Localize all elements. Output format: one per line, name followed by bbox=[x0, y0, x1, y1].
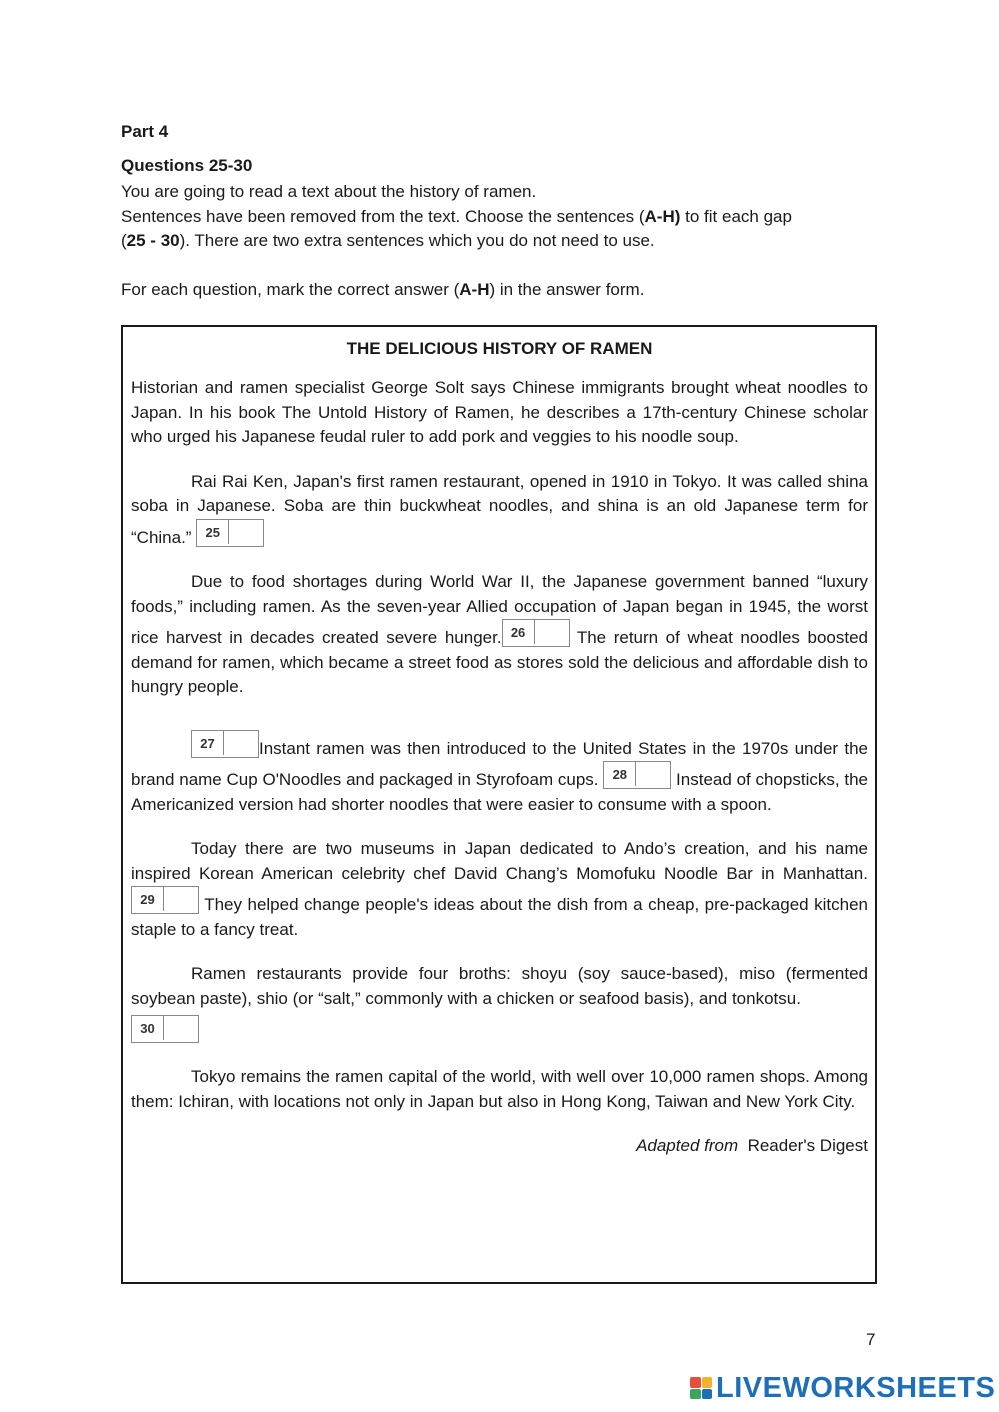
answer-box-30[interactable]: 30 bbox=[131, 1015, 199, 1043]
instruction-line-3: (25 - 30). There are two extra sentences which you do not need to use. bbox=[121, 231, 655, 250]
paragraph-6: Ramen restaurants provide four broths: shoyu (soy sauce-based), miso (fermented soybean paste), shio (or “salt,” commonly with a chicken or seafood basis), and tonkotsu. 30 bbox=[131, 962, 868, 1043]
brand-name: LIVEWORKSHEETS bbox=[716, 1371, 996, 1404]
page-number: 7 bbox=[866, 1330, 876, 1349]
answer-box-26[interactable]: 26 bbox=[502, 619, 570, 647]
paragraph-2: Rai Rai Ken, Japan's first ramen restaurant, opened in 1910 in Tokyo. It was called shina soba in Japanese. Soba are thin buckwheat noodles, and shina is an old Japanese term for “China.” 25 bbox=[131, 471, 868, 547]
paragraph-7: Tokyo remains the ramen capital of the world, with well over 10,000 ramen shops. Among them: Ichiran, with locations not only in Japan but also in Hong Kong, Taiwan and New York City. bbox=[131, 1067, 868, 1111]
instruction-line-1: You are going to read a text about the history of ramen. bbox=[121, 182, 537, 201]
paragraph-1: Historian and ramen specialist George Solt says Chinese immigrants brought wheat noodles to Japan. In his book The Untold History of Ramen, he describes a 17th-century Chinese scholar who urged his Japanese feudal ruler to add pork and veggies to his noodle soup. bbox=[131, 378, 868, 446]
instruction-line-2: Sentences have been removed from the text. Choose the sentences (A-H) to fit each gap bbox=[121, 206, 792, 226]
part-heading: Part 4 bbox=[121, 122, 169, 141]
answer-box-27[interactable]: 27 bbox=[191, 730, 259, 758]
paragraph-4: 27 Instant ramen was then introduced to the United States in the 1970s under the brand name Cup O'Noodles and packaged in Styrofoam cups. 28 Instead of chopsticks, the Americanized version had shorter noodles that were easier to consume with a spoon. bbox=[131, 730, 868, 818]
paragraph-5: Today there are two museums in Japan dedicated to Ando’s creation, and his name inspired Korean American celebrity chef David Chang’s Momofuku Noodle Bar in Manhattan. 29 They helped change people's ideas about the dish from a cheap, pre-packaged kitchen staple to a fancy treat. bbox=[131, 839, 868, 939]
article-title: THE DELICIOUS HISTORY OF RAMEN bbox=[346, 339, 653, 358]
questions-heading: Questions 25-30 bbox=[121, 156, 253, 175]
answer-box-28[interactable]: 28 bbox=[603, 761, 671, 789]
article-box bbox=[121, 325, 877, 1284]
paragraph-3: Due to food shortages during World War II, the Japanese government banned “luxury foods,” including ramen. As the seven-year Allied occupation of Japan began in 1945, the worst rice harvest in decades created severe hunger. 26 The return of wheat noodles boosted demand for ramen, which became a street food as stores sold the delicious and affordable dish to hungry people. bbox=[131, 572, 869, 696]
liveworksheets-logo[interactable] bbox=[690, 1373, 995, 1403]
instruction-line-4: For each question, mark the correct answer (A-H) in the answer form. bbox=[121, 280, 645, 299]
answer-box-29[interactable]: 29 bbox=[131, 886, 199, 914]
liveworksheets-logo-icon bbox=[690, 1377, 712, 1399]
instructions bbox=[121, 180, 881, 303]
answer-box-25[interactable]: 25 bbox=[196, 519, 264, 547]
source-credit: Adapted from Reader's Digest bbox=[636, 1136, 868, 1155]
